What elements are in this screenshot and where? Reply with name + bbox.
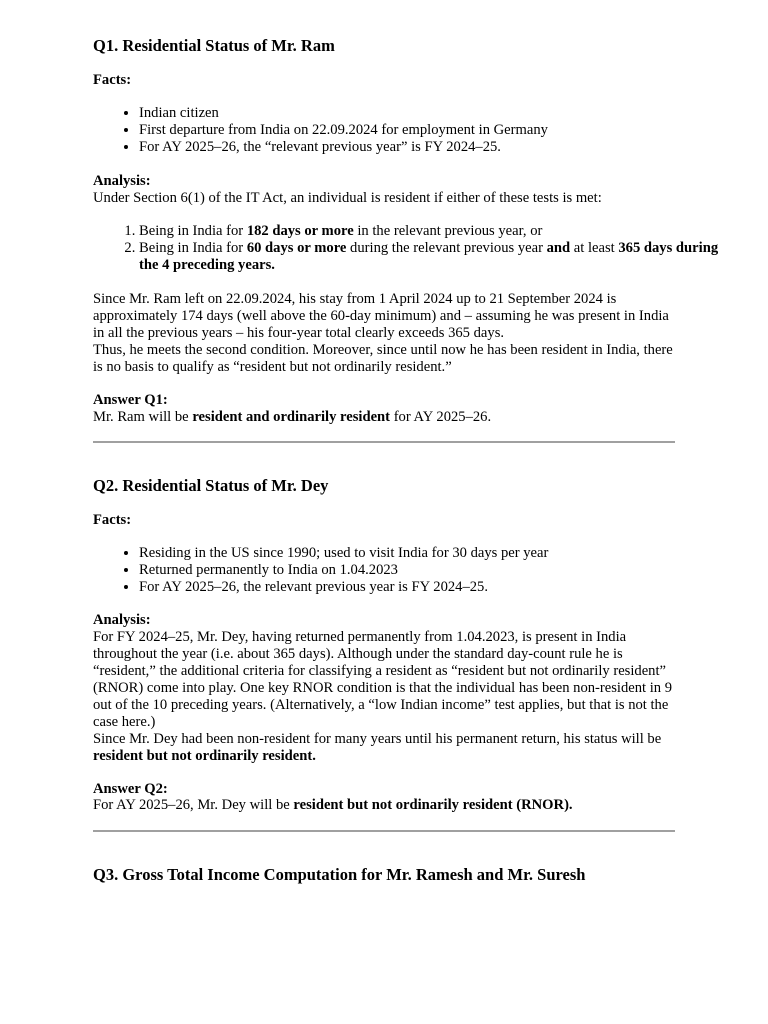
q1-analysis-label: Analysis: [93,173,151,189]
q2-answer [93,797,677,814]
q1-test2-and: and [546,240,571,256]
q1-test2-text-mid: during the relevant previous year [346,240,547,256]
q1-test2-bold-end: 365 days during the 4 preceding years. [139,240,719,273]
q2-fact-item: • Residing in the US since 1990; used to visit India for 30 days per year [139,545,723,562]
q1-answer-label: Answer Q1: [93,392,168,408]
q2-analysis-para2-bold: resident but not ordinarily resident. [93,748,316,764]
q1-analysis-para2: Thus, he meets the second condition. Moreover, since until now he has been resident in India, there is no basis to qualify as “resident but not ordinarily resident.” [93,342,673,375]
q1-heading: Q1. Residential Status of Mr. Ram [93,36,335,55]
q1-test1-bold: 182 days or more [246,223,354,239]
q1-facts-list [93,105,723,156]
q1-test-item [139,223,723,240]
q2-analysis-para1: For FY 2024–25, Mr. Dey, having returned permanently from 1.04.2023, is present in India throughout the year (i.e. about 365 days). Although under the standard day-count rule he is “resident,” the additional criteria for classifying a resident as “resident but not ordinarily resident” (RNOR) come into play. One key RNOR condition is that the individual has been non-resident in 9 out of the 10 preceding years. (Alternatively, a “low Indian income” test applies, but that is not the case here.) [93,629,673,730]
section-divider [93,830,675,832]
q1-answer [93,409,677,426]
q1-fact-item: • First departure from India on 22.09.2024 for employment in Germany [139,122,723,139]
q2-analysis-para2-text: Since Mr. Dey had been non-resident for many years until his permanent return, his status will be [93,731,662,747]
q2-answer-label: Answer Q2: [93,781,168,797]
q2-analysis-label: Analysis: [93,612,151,628]
q2-heading: Q2. Residential Status of Mr. Dey [93,476,329,495]
q1-facts-label: Facts: [93,72,132,88]
q2-facts-list [93,545,723,596]
q2-answer-text: For AY 2025–26, Mr. Dey will be [93,797,294,813]
q1-answer-text: Mr. Ram will be [93,409,193,425]
q1-analysis-para1: Since Mr. Ram left on 22.09.2024, his stay from 1 April 2024 up to 21 September 2024 is approximately 174 days (well above the 60-day minimum) and – assuming he was present in India in all the previous years – his four-year total clearly exceeds 365 days. [93,291,669,341]
q1-fact-item: • For AY 2025–26, the “relevant previous year” is FY 2024–25. [139,139,723,156]
q1-test1-text: Being in India for [139,223,247,239]
q1-fact-item: • Indian citizen [139,105,723,122]
q2-analysis-para2 [93,731,677,765]
q1-answer-text-end: for AY 2025–26. [390,409,492,425]
q1-test2-text: Being in India for [139,240,247,256]
q2-fact-item: • Returned permanently to India on 1.04.2023 [139,562,723,579]
q2-fact-item: • For AY 2025–26, the relevant previous year is FY 2024–25. [139,579,723,596]
q1-answer-bold: resident and ordinarily resident [192,409,391,425]
q3-heading: Q3. Gross Total Income Computation for Mr. Ramesh and Mr. Suresh [93,865,586,884]
q1-test-item [139,240,723,274]
q1-test1-text-end: in the relevant previous year, or [353,223,543,239]
q1-test2-text-mid2: at least [570,240,619,256]
q1-tests-list [93,223,723,274]
q2-answer-bold: resident but not ordinarily resident (RNOR). [293,797,573,813]
q1-test2-bold: 60 days or more [246,240,347,256]
section-divider [93,441,675,443]
q2-facts-label: Facts: [93,512,132,528]
q1-analysis-intro: Under Section 6(1) of the IT Act, an individual is resident if either of these tests is met: [93,190,602,206]
